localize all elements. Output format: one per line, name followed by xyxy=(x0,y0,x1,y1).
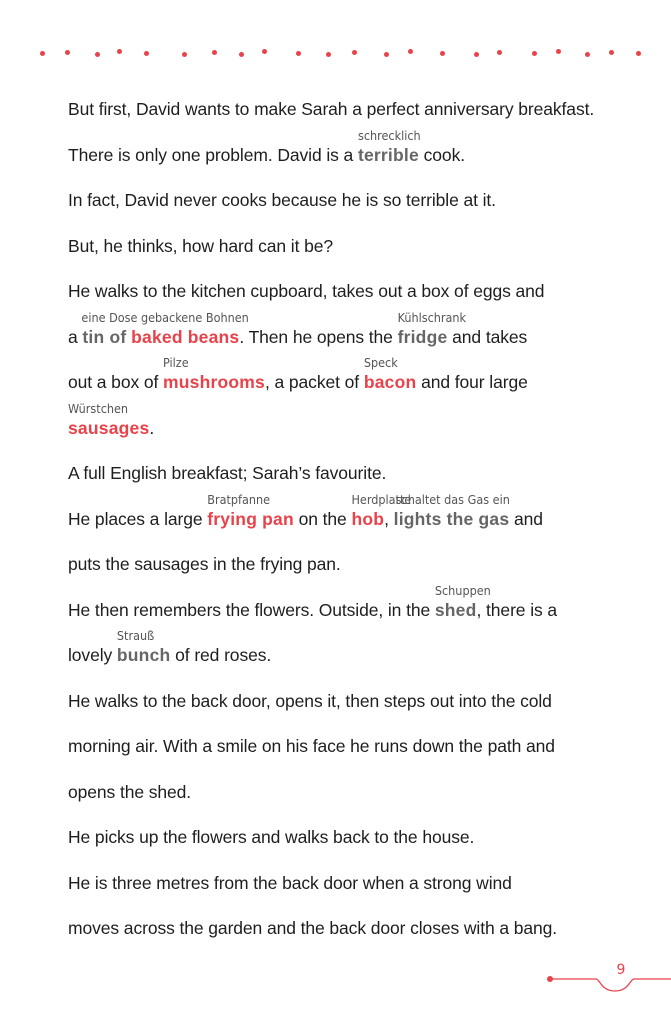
paragraph-line xyxy=(68,872,512,894)
border-dot xyxy=(497,50,502,55)
text: on the xyxy=(293,509,352,529)
border-dot xyxy=(636,51,641,56)
border-dot xyxy=(262,49,267,54)
border-dot xyxy=(212,50,217,55)
vocab-term: tin of xyxy=(82,327,127,347)
border-dot xyxy=(182,52,187,57)
border-dot xyxy=(532,51,537,56)
border-dot xyxy=(474,52,479,57)
vocab-word xyxy=(116,628,171,666)
translation-gloss: Schuppen xyxy=(434,583,491,598)
vocab-term: fridge xyxy=(397,327,448,347)
text: He is three metres from the back door when a strong wind xyxy=(68,873,512,893)
page-number: 9 xyxy=(616,962,626,978)
border-dot xyxy=(65,50,70,55)
border-dot xyxy=(384,52,389,57)
border-dot xyxy=(326,52,331,57)
vocab-term: hob xyxy=(351,509,385,529)
text: , xyxy=(384,509,394,529)
vocab-term: bunch xyxy=(116,645,171,665)
text: opens the shed. xyxy=(68,782,192,802)
translation-gloss: schaltet das Gas ein xyxy=(395,492,510,507)
border-dot xyxy=(556,49,561,54)
vocab-term: baked beans xyxy=(131,327,240,347)
vocab-word xyxy=(163,355,265,393)
vocab-term: bacon xyxy=(363,372,417,392)
text: puts the sausages in the frying pan. xyxy=(68,554,341,574)
text: . Then he opens the xyxy=(239,327,398,347)
paragraph-line xyxy=(68,917,557,939)
text: He walks to the back door, opens it, then steps out into the cold xyxy=(68,691,552,711)
vocab-word xyxy=(393,492,510,530)
text: a xyxy=(68,327,83,347)
border-dot xyxy=(40,51,45,56)
translation-gloss: Pilze xyxy=(163,355,189,370)
vocab-term: lights the gas xyxy=(393,509,510,529)
border-dot xyxy=(609,50,614,55)
paragraph-line xyxy=(68,401,155,439)
translation-gloss: schrecklich xyxy=(357,128,421,143)
border-dot xyxy=(117,49,122,54)
translation-gloss: eine Dose gebackene Bohnen xyxy=(81,310,249,325)
border-dot xyxy=(352,50,357,55)
text: There is only one problem. David is a xyxy=(68,145,358,165)
translation-gloss: Würstchen xyxy=(68,401,129,416)
paragraph-line xyxy=(68,628,272,666)
translation-gloss: Speck xyxy=(363,355,398,370)
text: . xyxy=(149,418,155,438)
paragraph-line xyxy=(68,355,528,393)
vocab-word xyxy=(68,401,150,439)
vocab-term: terrible xyxy=(357,145,419,165)
text: But, he thinks, how hard can it be? xyxy=(68,236,333,256)
text: and four large xyxy=(416,372,528,392)
border-dot xyxy=(408,49,413,54)
border-dot xyxy=(239,52,244,57)
paragraph-line xyxy=(68,189,496,211)
paragraph-line xyxy=(68,690,552,712)
text: and takes xyxy=(447,327,528,347)
paragraph-line xyxy=(68,826,474,848)
translation-gloss: Strauß xyxy=(116,628,155,643)
page-number-ornament xyxy=(540,960,671,1000)
translation-gloss: Herdplatte xyxy=(351,492,412,507)
text: He then remembers the flowers. Outside, in the xyxy=(68,600,435,620)
vocab-word xyxy=(357,128,421,166)
text: lovely xyxy=(68,645,117,665)
text: morning air. With a smile on his face he runs down the path and xyxy=(68,736,555,756)
vocab-word xyxy=(397,310,467,348)
text: He places a large xyxy=(68,509,208,529)
text: In fact, David never cooks because he is so terrible at it. xyxy=(68,190,496,210)
vocab-word xyxy=(207,492,294,530)
paragraph-line xyxy=(68,462,386,484)
text: and xyxy=(509,509,543,529)
vocab-word xyxy=(131,326,239,348)
translation-gloss: Bratpfanne xyxy=(207,492,271,507)
text: cook. xyxy=(418,145,465,165)
paragraph-line xyxy=(68,781,191,803)
text: He picks up the flowers and walks back to the house. xyxy=(68,827,475,847)
paragraph-line xyxy=(68,98,594,120)
decorative-dotted-border xyxy=(0,0,671,70)
paragraph-line xyxy=(68,280,544,302)
paragraph-line xyxy=(68,128,465,166)
vocab-term: mushrooms xyxy=(163,372,265,392)
vocab-word xyxy=(363,355,417,393)
vocab-term: shed xyxy=(434,600,477,620)
paragraph-line xyxy=(68,583,558,621)
text: A full English breakfast; Sarah’s favourite. xyxy=(68,463,387,483)
border-dot xyxy=(296,51,301,56)
border-dot xyxy=(95,52,100,57)
vocab-word xyxy=(351,492,412,530)
vocab-term: frying pan xyxy=(207,509,294,529)
text: of red roses. xyxy=(170,645,272,665)
paragraph-line xyxy=(68,735,555,757)
text: out a box of xyxy=(68,372,164,392)
ornament-line xyxy=(550,979,671,991)
text: But first, David wants to make Sarah a perfect anniversary breakfast. xyxy=(68,99,595,119)
vocab-word xyxy=(434,583,491,621)
border-dot xyxy=(585,52,590,57)
vocab-term: sausages xyxy=(68,418,150,438)
paragraph-line xyxy=(68,492,543,530)
translation-gloss: Kühlschrank xyxy=(397,310,467,325)
text: He walks to the kitchen cupboard, takes out a box of eggs and xyxy=(68,281,545,301)
text: , a packet of xyxy=(265,372,364,392)
paragraph-line xyxy=(68,553,341,575)
paragraph-line xyxy=(68,310,528,348)
border-dot xyxy=(144,51,149,56)
text: , there is a xyxy=(476,600,558,620)
paragraph-line xyxy=(68,235,333,257)
text: moves across the garden and the back door closes with a bang. xyxy=(68,918,558,938)
border-dot xyxy=(440,51,445,56)
